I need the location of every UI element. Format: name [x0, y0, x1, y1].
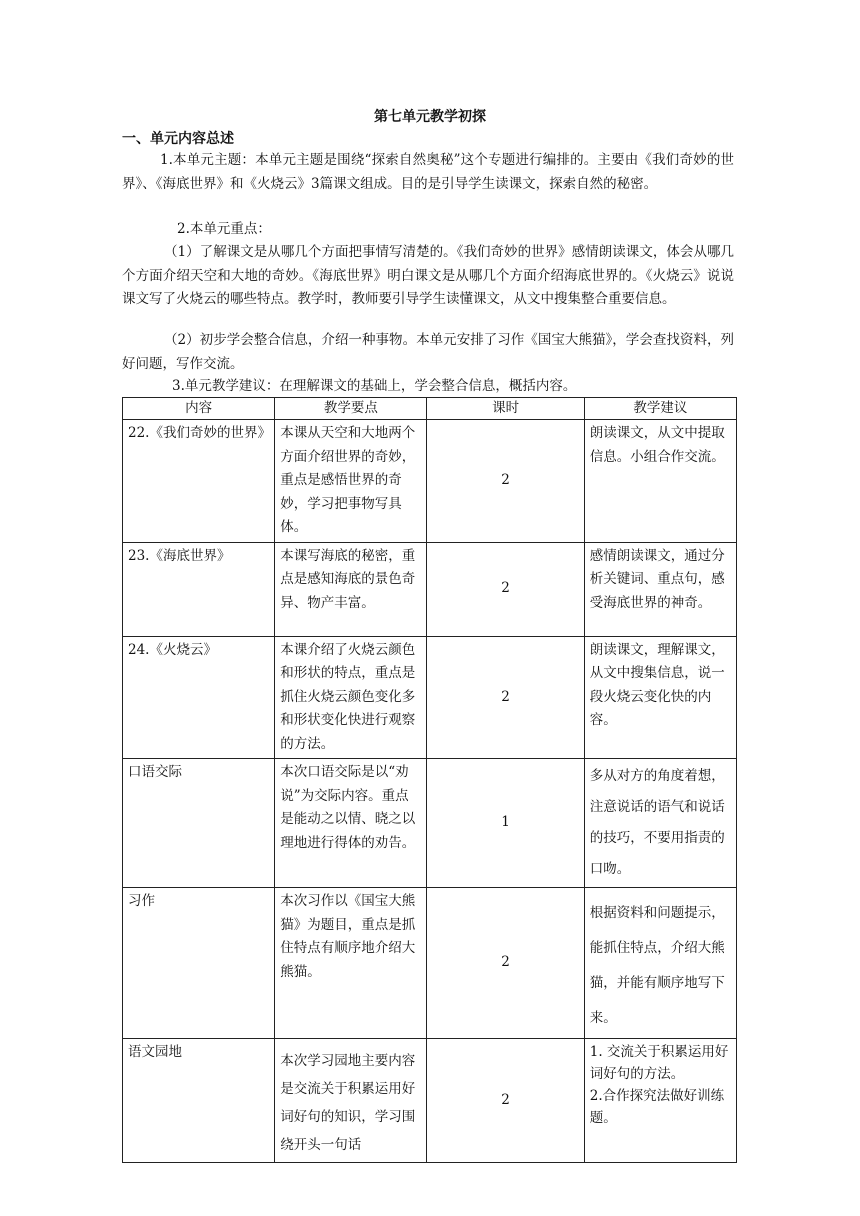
cell-hours: 2 — [427, 420, 584, 543]
cell-hours: 2 — [427, 636, 584, 759]
cell-points: 本次学习园地主要内容是交流关于积累运用好词好句的知识，学习围绕开头一句话 — [275, 1039, 427, 1163]
table-row — [123, 759, 737, 888]
cell-advice: 朗读课文，从文中提取信息。小组合作交流。 — [584, 420, 736, 543]
header-advice: 教学建议 — [584, 398, 736, 420]
cell-hours: 1 — [427, 759, 584, 888]
table-row — [123, 1039, 737, 1163]
cell-content: 22.《我们奇妙的世界》 — [123, 420, 275, 543]
paragraph-focus-2: （2）初步学会整合信息，介绍一种事物。本单元安排了习作《国宝大熊猫》，学会查找资料，列好问题，写作交流。 — [122, 332, 734, 372]
paragraph-unit-focus: 2.本单元重点： — [177, 221, 271, 237]
cell-hours: 2 — [427, 542, 584, 636]
header-points: 教学要点 — [275, 398, 427, 420]
header-hours: 课时 — [427, 398, 584, 420]
table-row — [123, 420, 737, 543]
cell-advice: 多从对方的角度着想，注意说话的语气和说话的技巧，不要用指责的口吻。 — [584, 759, 736, 888]
paragraph-focus-1: （1）了解课文是从哪几个方面把事情写清楚的。《我们奇妙的世界》感情朗读课文，体会从哪几个方面介绍天空和大地的奇妙。《海底世界》明白课文是从哪几个方面介绍海底世界的。《火烧云》说说课文写了火烧云的哪些特点。教学时，教师要引导学生读懂课文，从文中搜集整合重要信息。 — [122, 244, 734, 307]
cell-content: 语文园地 — [123, 1039, 275, 1163]
cell-content: 24.《火烧云》 — [123, 636, 275, 759]
cell-points: 本课写海底的秘密，重点是感知海底的景色奇异、物产丰富。 — [275, 542, 427, 636]
cell-points: 本课介绍了火烧云颜色和形状的特点，重点是抓住火烧云颜色变化多和形状变化快进行观察的方法。 — [275, 636, 427, 759]
section-heading: 一、单元内容总述 — [122, 131, 234, 147]
table-row — [123, 636, 737, 759]
header-content: 内容 — [123, 398, 275, 420]
advice-item-2: 2.合作探究法做好训练题。 — [589, 1088, 725, 1126]
lesson-plan-table — [122, 397, 737, 1163]
cell-content: 23.《海底世界》 — [123, 542, 275, 636]
cell-content: 习作 — [123, 888, 275, 1039]
cell-advice: 根据资料和问题提示，能抓住特点，介绍大熊猫，并能有顺序地写下来。 — [584, 888, 736, 1039]
cell-points: 本次口语交际是以“劝说”为交际内容。重点是能动之以情、晓之以理地进行得体的劝告。 — [275, 759, 427, 888]
document-title: 第七单元教学初探 — [374, 109, 486, 125]
cell-points: 本次习作以《国宝大熊猫》为题目，重点是抓住特点有顺序地介绍大熊猫。 — [275, 888, 427, 1039]
paragraph-unit-theme: 1.本单元主题：本单元主题是围绕“探索自然奥秘”这个专题进行编排的。主要由《我们奇妙的世界》、《海底世界》和《火烧云》3篇课文组成。目的是引导学生读课文，探索自然的秘密。 — [122, 152, 734, 192]
cell-advice — [584, 1039, 736, 1163]
table-header-row — [123, 398, 737, 420]
table-row — [123, 888, 737, 1039]
paragraph-teaching-advice: 3.单元教学建议：在理解课文的基础上，学会整合信息，概括内容。 — [172, 378, 577, 394]
cell-advice: 朗读课文，理解课文，从文中搜集信息，说一段火烧云变化快的内容。 — [584, 636, 736, 759]
cell-advice: 感情朗读课文，通过分析关键词、重点句，感受海底世界的神奇。 — [584, 542, 736, 636]
cell-hours: 2 — [427, 888, 584, 1039]
cell-hours: 2 — [427, 1039, 584, 1163]
table-row — [123, 542, 737, 636]
cell-content: 口语交际 — [123, 759, 275, 888]
advice-item-1: 1. 交流关于积累运用好词好句的方法。 — [589, 1044, 729, 1082]
cell-points: 本课从天空和大地两个方面介绍世界的奇妙，重点是感悟世界的奇妙，学习把事物写具体。 — [275, 420, 427, 543]
